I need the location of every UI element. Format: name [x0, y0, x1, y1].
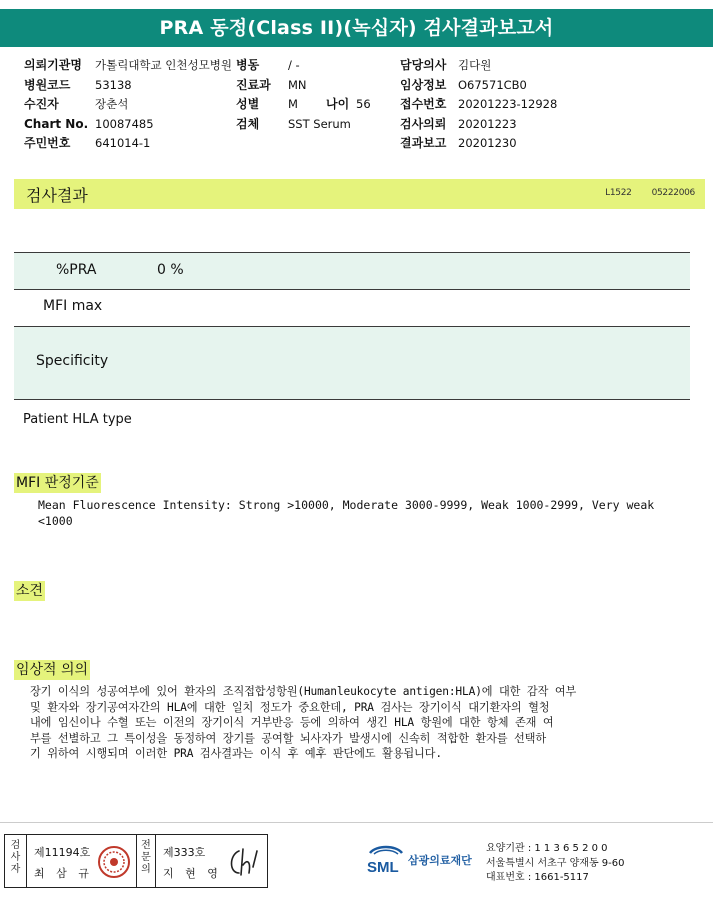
info-row-receipt-no — [400, 95, 700, 115]
info-label: 접수번호 — [400, 97, 447, 112]
specialist-signature-icon — [225, 843, 265, 881]
clinical-line: 기 위하여 시행되며 이러한 PRA 검사결과는 이식 후 예후 판단에도 활용됩니다. — [30, 747, 442, 760]
examiner-number: 제11194호 — [34, 846, 91, 859]
sml-logo-text: SML — [367, 859, 399, 876]
info-row-doctor — [400, 56, 700, 76]
mfi-criteria-text — [38, 497, 654, 529]
specialist-number: 제333호 — [163, 846, 206, 859]
info-label: 성별 — [236, 97, 260, 112]
mfi-criteria-title: MFI 판정기준 — [16, 475, 99, 491]
clinical-line: 및 환자와 장기공여자간의 HLA에 대한 일치 정도가 중요한데, PRA 검사는 장기이식 대기환자의 혈청 — [30, 700, 550, 714]
info-label-age: 나이 — [326, 97, 350, 112]
opinion-title: 소견 — [16, 583, 44, 599]
info-value: O67571CB0 — [458, 77, 527, 92]
clinical-meaning-title: 임상적 의의 — [16, 662, 89, 678]
info-label: 수진자 — [24, 97, 59, 112]
patient-info-right — [400, 56, 700, 154]
info-value: 20201223-12928 — [458, 97, 558, 112]
mfi-criteria-line-2: <1000 — [38, 514, 73, 528]
examiner-seal-icon — [97, 845, 131, 879]
contact-info — [486, 842, 625, 886]
info-row-resident-no — [24, 134, 404, 154]
test-codes — [605, 188, 695, 198]
clinical-meaning-text — [30, 684, 576, 762]
info-label: 검체 — [236, 116, 260, 131]
info-value: 20201223 — [458, 116, 517, 131]
info-label: 임상정보 — [400, 77, 447, 92]
contact-line: 서울특별시 서초구 양재동 9-60 — [486, 857, 625, 869]
info-value: 20201230 — [458, 136, 517, 151]
report-title: PRA 동정(Class II)(녹십자) 검사결과보고서 — [0, 9, 713, 47]
info-label: 의뢰기관명 — [24, 58, 82, 73]
info-row-clinical-info — [400, 76, 700, 96]
info-row-ward — [236, 56, 406, 76]
info-value: MN — [288, 77, 307, 92]
info-label: Chart No. — [24, 116, 89, 131]
info-value: SST Serum — [288, 116, 351, 131]
patient-info-middle — [236, 56, 406, 134]
info-row-specimen — [236, 115, 406, 135]
info-value: 10087485 — [95, 116, 154, 131]
mfi-max-label: MFI max — [43, 298, 103, 314]
results-table — [14, 252, 690, 400]
info-value: / - — [288, 58, 300, 73]
results-section-header — [14, 179, 705, 209]
examiner-label: 검 사 자 — [5, 835, 27, 887]
info-row-report-date — [400, 134, 700, 154]
pra-label: %PRA — [56, 262, 97, 278]
specialist-label: 전 문 의 — [136, 835, 156, 887]
info-label: 주민번호 — [24, 136, 71, 151]
examiner-name: 최 삼 규 — [34, 867, 93, 880]
pra-value: 0 % — [157, 262, 184, 278]
info-value: 김다원 — [458, 58, 492, 73]
info-value: 장춘석 — [95, 97, 129, 112]
sml-logo — [366, 843, 406, 881]
info-label: 진료과 — [236, 77, 271, 92]
specificity-label: Specificity — [36, 353, 109, 369]
result-row-pra — [14, 252, 690, 289]
info-value: 가톨릭대학교 인천성모병원 — [95, 58, 232, 73]
info-value: 53138 — [95, 77, 132, 92]
specialist-name: 지 현 영 — [163, 867, 222, 880]
test-code-1: L1522 — [605, 188, 632, 198]
test-code-2: 05222006 — [651, 188, 695, 198]
signature-box — [4, 834, 268, 888]
sml-logo-icon — [366, 843, 406, 877]
info-label: 결과보고 — [400, 136, 447, 151]
mfi-criteria-line-1: Mean Fluorescence Intensity: Strong >10000, Moderate 3000-9999, Weak 1000-2999, Very weak — [38, 498, 655, 512]
result-row-specificity — [14, 326, 690, 400]
clinical-line: 장기 이식의 성공여부에 있어 환자의 조직접합성항원(Humanleukocyte antigen:HLA)에 대한 감작 여부 — [30, 685, 577, 698]
info-row-request-date — [400, 115, 700, 135]
org-name: 삼광의료재단 — [408, 854, 472, 867]
info-label: 병동 — [236, 58, 260, 73]
info-row-department — [236, 76, 406, 96]
patient-hla-label: Patient HLA type — [23, 412, 132, 427]
info-value: 641014-1 — [95, 136, 151, 151]
results-section-title: 검사결과 — [26, 186, 88, 205]
contact-line: 대표번호 : 1661-5117 — [486, 872, 589, 883]
footer-divider — [0, 822, 713, 823]
info-value-age: 56 — [356, 97, 371, 112]
info-label: 병원코드 — [24, 77, 71, 92]
result-row-mfi-max — [14, 289, 690, 326]
info-row-sex-age — [236, 95, 406, 115]
clinical-line: 내에 임신이나 수혈 또는 이전의 장기이식 거부반응 등에 의하여 생긴 HLA 항원에 대한 항체 존재 여 — [30, 716, 554, 729]
contact-line: 요양기관 : 1 1 3 6 5 2 0 0 — [486, 843, 608, 854]
clinical-line: 부를 선별하고 그 특이성을 동정하여 장기를 공여할 뇌사자가 발생시에 신속히 적합한 환자를 선택하 — [30, 731, 546, 745]
info-label: 담당의사 — [400, 58, 447, 73]
info-label: 검사의뢰 — [400, 116, 447, 131]
info-value: M — [288, 97, 298, 112]
